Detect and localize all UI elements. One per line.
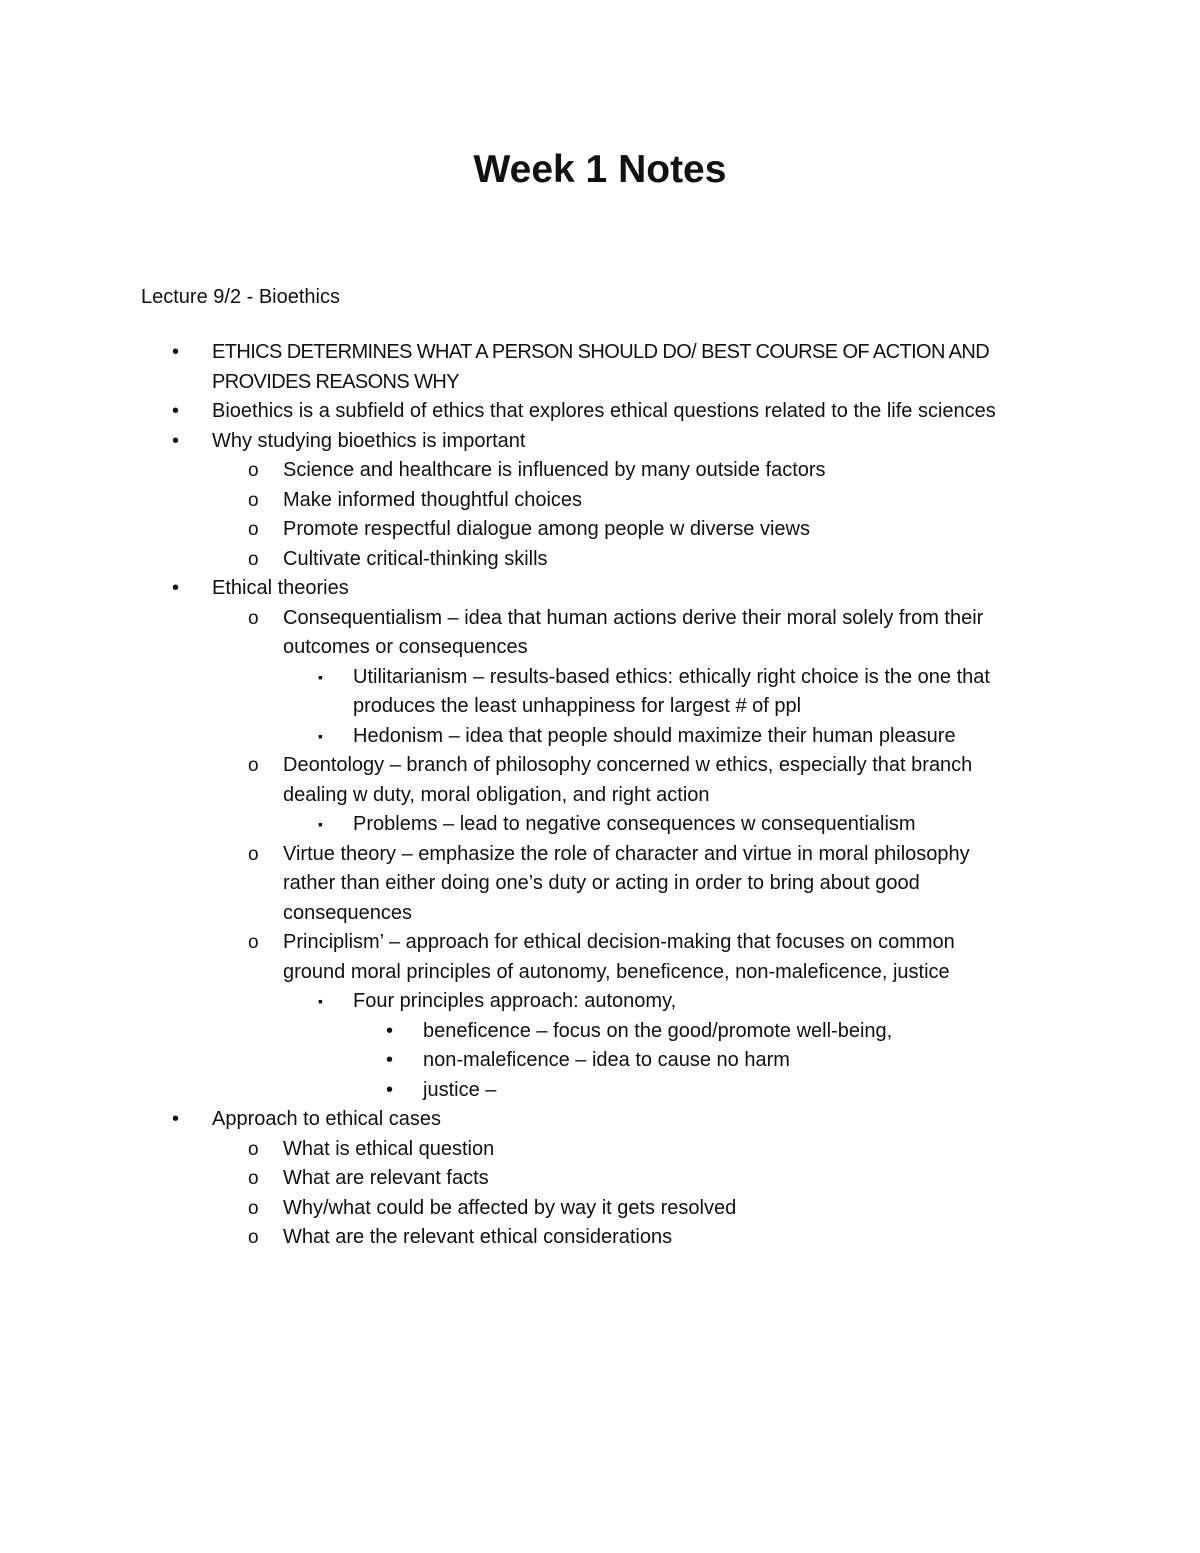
bullet-marker: • [386,1049,394,1071]
sub-item [0,604,1200,663]
note-text-line: What is ethical question [283,1137,495,1160]
note-text-line: Problems – lead to negative consequences w consequentialism [353,813,916,835]
sub-sub-item [0,810,1200,840]
circle-marker: o [248,460,259,481]
sub-sub-item [0,663,1200,722]
lecture-heading: Lecture 9/2 - Bioethics [141,286,340,308]
bullet-marker: • [386,1078,394,1101]
circle-marker: o [248,548,259,570]
note-text-line: ground moral principles of autonomy, beneficence, non-maleficence, justice [283,960,950,983]
sub-sub-item [0,722,1200,752]
note-text-line: Ethical theories [212,577,349,599]
note-text-line: ETHICS DETERMINES WHAT A PERSON SHOULD DO/ BEST COURSE OF ACTION AND [212,341,990,363]
note-text-line: Cultivate critical-thinking skills [283,547,548,570]
circle-marker: o [248,1168,259,1189]
note-text-line: consequences [283,901,412,924]
square-marker: ▪ [318,668,323,685]
circle-marker: o [248,1227,259,1248]
circle-marker: o [248,1138,259,1160]
note-text-line: non-maleficence – idea to cause no harm [423,1049,790,1071]
note-text-line: Promote respectful dialogue among people w diverse views [283,518,810,540]
sub-item [0,545,1200,575]
sub-sub-sub-item [0,1017,1200,1047]
bullet-item [0,397,1200,427]
sub-item [0,1194,1200,1224]
note-text-line: Approach to ethical cases [212,1108,442,1130]
bullet-marker: • [172,1108,180,1130]
sub-sub-item [0,987,1200,1017]
circle-marker: o [248,755,259,776]
note-text-line: Why/what could be affected by way it gets resolved [283,1196,737,1219]
note-text-line: Principlism’ – approach for ethical decision-making that focuses on common [283,931,955,953]
note-text-line: Bioethics is a subfield of ethics that explores ethical questions related to the life sciences [212,400,996,422]
note-text-line: Make informed thoughtful choices [283,488,583,511]
bullet-item [0,427,1200,457]
sub-sub-sub-item [0,1076,1200,1106]
note-text-line: Virtue theory – emphasize the role of character and virtue in moral philosophy [283,842,970,865]
bullet-marker: • [386,1019,394,1042]
bullet-marker: • [172,429,180,452]
bullet-marker: • [172,400,180,422]
sub-item [0,486,1200,516]
bullet-item [0,1105,1200,1135]
note-text-line: Science and healthcare is influenced by many outside factors [283,459,826,481]
sub-sub-sub-item [0,1046,1200,1076]
sub-item [0,928,1200,987]
note-text-line: justice – [423,1078,497,1101]
note-text-line: dealing w duty, moral obligation, and right action [283,783,710,806]
note-text-line: outcomes or consequences [283,636,528,658]
note-text-line: Consequentialism – idea that human actions derive their moral solely from their [283,606,984,629]
note-text-line: Why studying bioethics is important [212,429,526,452]
sub-item [0,751,1200,810]
note-text-line: beneficence – focus on the good/promote well-being, [423,1019,893,1042]
square-marker: ▪ [318,993,323,1009]
circle-marker: o [248,519,259,540]
circle-marker: o [248,489,259,511]
sub-item [0,1135,1200,1165]
note-text-line: Utilitarianism – results-based ethics: ethically right choice is the one that [353,665,990,688]
sub-item [0,515,1200,545]
sub-item [0,840,1200,929]
note-text-line: What are relevant facts [283,1167,489,1189]
circle-marker: o [248,607,259,629]
bullet-item [0,338,1200,397]
sub-item [0,456,1200,486]
bullet-marker: • [172,341,180,363]
page-title: Week 1 Notes [473,148,727,191]
circle-marker: o [248,932,259,953]
note-text-line: What are the relevant ethical considerations [283,1226,673,1248]
bullet-marker: • [172,577,180,599]
sub-item [0,1223,1200,1253]
circle-marker: o [248,843,259,865]
square-marker: ▪ [318,816,323,832]
note-text-line: rather than either doing one’s duty or acting in order to bring about good [283,872,920,894]
note-text-line: Hedonism – idea that people should maximize their human pleasure [353,724,956,747]
notes-list [0,338,1200,1253]
note-text-line: Deontology – branch of philosophy concerned w ethics, especially that branch [283,754,973,776]
note-text-line: Four principles approach: autonomy, [353,990,677,1012]
circle-marker: o [248,1197,259,1219]
bullet-item [0,574,1200,604]
sub-item [0,1164,1200,1194]
square-marker: ▪ [318,727,323,744]
note-text-line: produces the least unhappiness for largest # of ppl [353,695,802,717]
note-text-line: PROVIDES REASONS WHY [212,370,459,393]
